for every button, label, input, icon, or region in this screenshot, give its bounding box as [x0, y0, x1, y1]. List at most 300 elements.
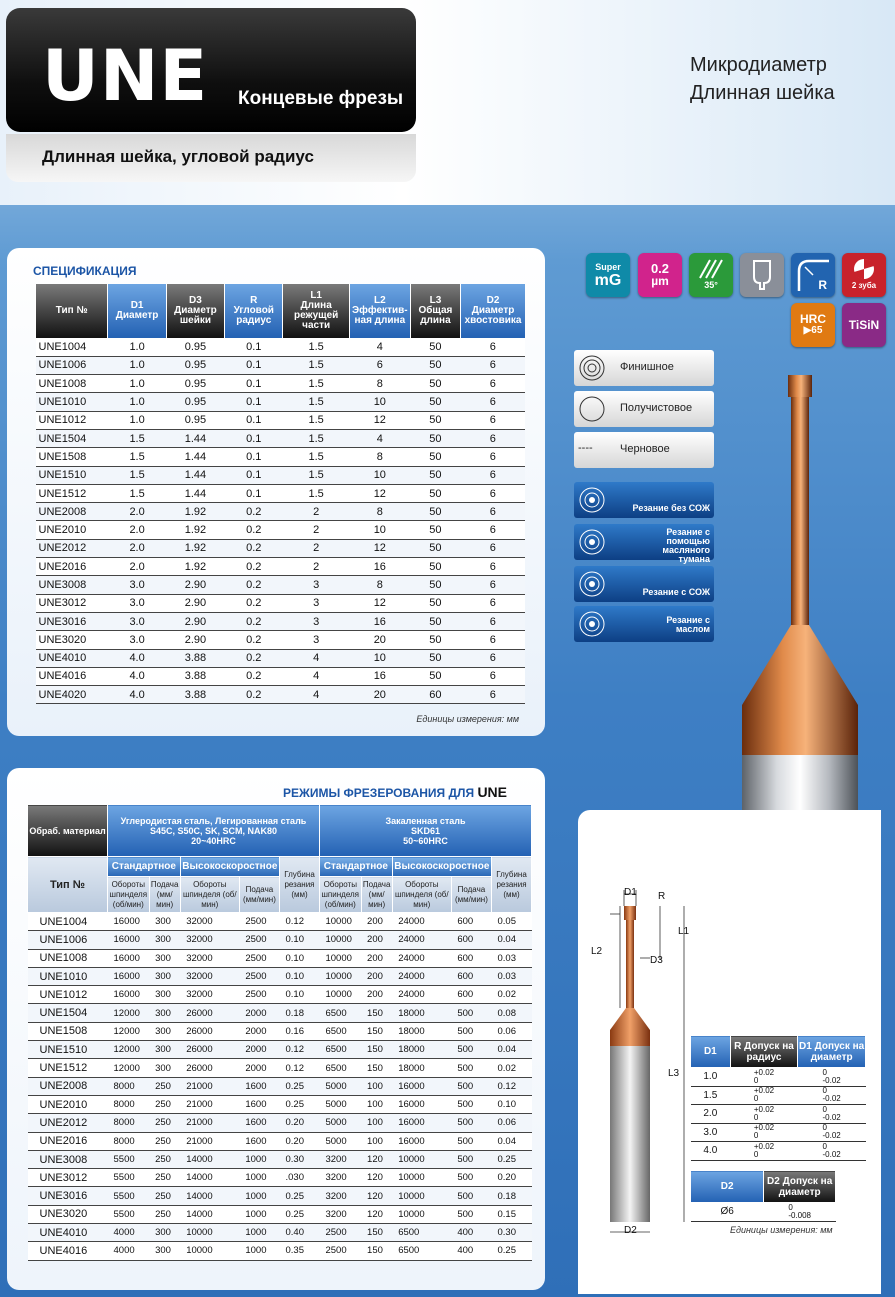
spec-cell: UNE1504: [36, 429, 108, 447]
spec-cell: 6: [461, 667, 525, 685]
spec-cell: 8: [349, 448, 410, 466]
spec-cell: 0.1: [225, 466, 283, 484]
dim-r: R: [658, 891, 666, 902]
tol-radius-lower: 0: [753, 1075, 759, 1085]
spec-row: [36, 521, 526, 539]
modes-g2-high-speed: Высокоскоростное: [392, 857, 491, 877]
cutting-tip: [788, 375, 812, 397]
spec-cell: 6: [461, 429, 525, 447]
modes-cell: 1600: [239, 1095, 279, 1113]
spec-cell: 1.92: [166, 503, 224, 521]
spec-header-r: [225, 284, 283, 338]
spec-cell: 6: [461, 411, 525, 429]
spec-cell: UNE2010: [36, 521, 108, 539]
spec-cell: 0.2: [225, 539, 283, 557]
spec-cell: 2.90: [166, 612, 224, 630]
modes-cell: 1000: [239, 1242, 279, 1260]
spec-cell: UNE4016: [36, 667, 108, 685]
modes-cell: 1600: [239, 1132, 279, 1150]
modes-cell: 2500: [319, 1242, 361, 1260]
spec-cell: 50: [410, 393, 460, 411]
modes-cell: UNE1512: [28, 1059, 108, 1077]
modes-g1-standard: Стандартное: [108, 857, 181, 877]
modes-cell: 250: [149, 1205, 180, 1223]
modes-row: [28, 931, 532, 949]
spec-cell: UNE2008: [36, 503, 108, 521]
modes-cell: 21000: [180, 1077, 239, 1095]
spec-cell: 50: [410, 539, 460, 557]
spec-cell: 0.2: [225, 503, 283, 521]
modes-cell: UNE3012: [28, 1169, 108, 1187]
grain-size-icon: [638, 253, 682, 297]
finishing-icon: [578, 354, 606, 382]
spec-cell: 1.5: [283, 375, 349, 393]
tol-radius: [730, 1123, 798, 1142]
modes-cell: 600: [451, 931, 491, 949]
radius-diameter-tolerance-table: [690, 1035, 866, 1161]
modes-cell: 0.18: [492, 1187, 532, 1205]
spec-cell: 10: [349, 466, 410, 484]
spec-cell: UNE3016: [36, 612, 108, 630]
modes-cell: 500: [451, 1041, 491, 1059]
modes-cell: 500: [451, 1059, 491, 1077]
modes-row: [28, 1041, 532, 1059]
modes-cell: 0.25: [279, 1187, 319, 1205]
spec-cell: 0.2: [225, 612, 283, 630]
modes-cell: 10000: [319, 986, 361, 1004]
spec-cell: 16: [349, 558, 410, 576]
modes-group-carbon-steel: [108, 805, 320, 857]
modes-g2-std-feed: Подача (мм/мин): [361, 877, 392, 913]
spec-cell: UNE3012: [36, 594, 108, 612]
modes-cell: 8000: [108, 1132, 150, 1150]
hrc-label: HRC: [800, 312, 826, 326]
modes-cell: 200: [361, 931, 392, 949]
spec-cell: 2.0: [108, 558, 166, 576]
tol-row: [691, 1068, 866, 1087]
coated-shank-part: [742, 705, 858, 755]
modes-cell: 500: [451, 1022, 491, 1040]
spec-row: [36, 466, 526, 484]
modes-cell: 2500: [319, 1224, 361, 1242]
spec-cell: UNE4020: [36, 686, 108, 704]
modes-cell: 6500: [392, 1224, 451, 1242]
spec-cell: 6: [461, 594, 525, 612]
dim-d2: D2: [624, 1225, 637, 1236]
modes-cell: 24000: [392, 967, 451, 985]
spec-cell: 0.1: [225, 484, 283, 502]
tol-diameter: [798, 1123, 866, 1142]
spec-cell: 1.92: [166, 539, 224, 557]
modes-cell: 250: [149, 1169, 180, 1187]
spec-cell: 8: [349, 503, 410, 521]
tol-d1: 1.5: [691, 1086, 731, 1105]
modes-cell: 0.10: [492, 1095, 532, 1113]
modes-g1-hs-rpm: Обороты шпинделя (об/мин): [180, 877, 239, 913]
modes-cell: 24000: [392, 913, 451, 931]
spec-cell: 50: [410, 649, 460, 667]
spec-cell: 3.88: [166, 667, 224, 685]
spec-cell: 50: [410, 612, 460, 630]
modes-cell: 600: [451, 913, 491, 931]
modes-cell: 21000: [180, 1114, 239, 1132]
modes-type-header: Тип №: [28, 857, 108, 913]
modes-cell: 18000: [392, 1041, 451, 1059]
modes-cell: 2000: [239, 1004, 279, 1022]
spec-cell: 6: [461, 649, 525, 667]
modes-cell: 0.05: [492, 913, 532, 931]
spec-cell: 50: [410, 594, 460, 612]
group2-line1: Закаленная сталь: [385, 815, 466, 826]
modes-cell: 32000: [180, 949, 239, 967]
spec-cell: 0.1: [225, 338, 283, 356]
spec-header-row: [36, 284, 526, 338]
spec-cell: 0.1: [225, 393, 283, 411]
modes-cell: 300: [149, 913, 180, 931]
legend-semi-label: Получистовое: [620, 402, 693, 414]
tol-radius-upper: +0.02: [753, 1086, 775, 1096]
modes-cell: 250: [149, 1114, 180, 1132]
spec-header-l1-label: Длина режущей части: [293, 300, 339, 331]
modes-cell: 1000: [239, 1187, 279, 1205]
modes-cell: 300: [149, 986, 180, 1004]
spec-cell: 2: [283, 539, 349, 557]
modes-cell: 0.25: [279, 1077, 319, 1095]
modes-cell: 14000: [180, 1150, 239, 1168]
tool-dimension-drawing: [580, 880, 690, 1242]
product-category: Концевые фрезы: [238, 88, 404, 109]
spec-cell: 2: [283, 521, 349, 539]
dim-l2: L2: [591, 946, 603, 957]
modes-cell: 16000: [108, 949, 150, 967]
modes-row: [28, 949, 532, 967]
spec-header-d1-symbol: D1: [130, 300, 144, 311]
two-flutes-icon: [842, 253, 886, 297]
modes-cell: 0.16: [279, 1022, 319, 1040]
modes-cell: 21000: [180, 1132, 239, 1150]
modes-cell: 1000: [239, 1224, 279, 1242]
spec-cell: 10: [349, 521, 410, 539]
modes-cell: 150: [361, 1242, 392, 1260]
modes-cell: 0.18: [279, 1004, 319, 1022]
modes-cell: 14000: [180, 1187, 239, 1205]
legend-mist-cutting: [574, 524, 714, 564]
modes-cell: 400: [451, 1242, 491, 1260]
spec-header-d2-symbol: D2: [486, 295, 500, 306]
modes-g2-hs-rpm: Обороты шпинделя (об/мин): [392, 877, 451, 913]
spec-units: Единицы измерения: мм: [416, 714, 519, 724]
spec-cell: 0.2: [225, 594, 283, 612]
modes-cell: 2500: [239, 913, 279, 931]
modes-cell: UNE1508: [28, 1022, 108, 1040]
modes-cell: 0.10: [279, 931, 319, 949]
spec-header-l2-symbol: L2: [373, 295, 386, 306]
tol-radius: [730, 1105, 798, 1124]
spec-cell: 3.0: [108, 612, 166, 630]
spec-cell: 1.92: [166, 558, 224, 576]
tol-diameter-lower: -0.02: [822, 1112, 841, 1122]
grain-size-value: 0.2: [650, 261, 670, 276]
modes-title: [283, 784, 507, 800]
spec-cell: UNE1510: [36, 466, 108, 484]
spec-cell: 0.2: [225, 558, 283, 576]
spec-row: [36, 667, 526, 685]
tol-diameter-lower: -0.02: [822, 1131, 841, 1141]
modes-cell: 250: [149, 1095, 180, 1113]
modes-cell: 400: [451, 1224, 491, 1242]
tol-diameter-lower: -0.02: [822, 1149, 841, 1159]
tol-d1: 4.0: [691, 1142, 731, 1161]
modes-cell: 120: [361, 1169, 392, 1187]
spec-cell: 50: [410, 558, 460, 576]
modes-cell: 0.10: [279, 986, 319, 1004]
tagline: Длинная шейка, угловой радиус: [42, 147, 314, 166]
spec-cell: 1.44: [166, 448, 224, 466]
spec-row: [36, 448, 526, 466]
spec-row: [36, 429, 526, 447]
spec-cell: 50: [410, 375, 460, 393]
spec-header-type: Тип №: [36, 284, 108, 338]
feature-micro-diameter: Микродиаметр: [690, 54, 827, 76]
modes-cell: UNE4016: [28, 1242, 108, 1260]
tol-radius-upper: +0.02: [753, 1123, 775, 1133]
spec-cell: 4: [283, 667, 349, 685]
spec-cell: 10: [349, 393, 410, 411]
spec-header-l1: [283, 284, 349, 338]
spec-cell: 50: [410, 521, 460, 539]
modes-cell: UNE1504: [28, 1004, 108, 1022]
modes-cell: UNE4010: [28, 1224, 108, 1242]
spec-cell: 6: [461, 484, 525, 502]
modes-cell: 16000: [108, 967, 150, 985]
spec-cell: 6: [461, 375, 525, 393]
modes-cell: 0.12: [492, 1077, 532, 1095]
modes-cell: UNE2008: [28, 1077, 108, 1095]
modes-cell: 100: [361, 1132, 392, 1150]
modes-cell: 10000: [392, 1150, 451, 1168]
tol-radius-upper: +0.02: [753, 1067, 775, 1077]
spec-cell: 0.2: [225, 576, 283, 594]
spec-cell: 1.5: [108, 448, 166, 466]
spec-cell: 50: [410, 411, 460, 429]
modes-cell: 10000: [319, 931, 361, 949]
modes-cell: 18000: [392, 1059, 451, 1077]
modes-row: [28, 986, 532, 1004]
modes-cell: 24000: [392, 949, 451, 967]
tol-row: [691, 1105, 866, 1124]
spec-cell: 6: [461, 466, 525, 484]
modes-cell: 0.15: [492, 1205, 532, 1223]
spec-cell: 50: [410, 429, 460, 447]
spec-cell: 1.0: [108, 338, 166, 356]
modes-cell: 16000: [108, 913, 150, 931]
spec-cell: 0.1: [225, 411, 283, 429]
tol-header-r: R Допуск на радиус: [730, 1036, 798, 1068]
spec-cell: 4: [283, 686, 349, 704]
modes-cell: UNE2012: [28, 1114, 108, 1132]
spec-cell: 4: [283, 649, 349, 667]
modes-cell: 3200: [319, 1150, 361, 1168]
modes-cell: 600: [451, 967, 491, 985]
spec-cell: 3.0: [108, 576, 166, 594]
super-mg-icon-bottom: mG: [594, 272, 622, 289]
modes-cell: 10000: [319, 949, 361, 967]
modes-row: [28, 913, 532, 931]
modes-cell: 4000: [108, 1224, 150, 1242]
modes-cell: 2500: [239, 931, 279, 949]
spec-cell: 1.5: [283, 466, 349, 484]
spec-cell: 50: [410, 631, 460, 649]
modes-cell: 150: [361, 1059, 392, 1077]
spec-cell: 20: [349, 686, 410, 704]
modes-cell: 0.10: [279, 967, 319, 985]
spec-row: [36, 411, 526, 429]
spec-body: [36, 338, 526, 704]
tol2-header-d2: D2: [691, 1171, 764, 1203]
modes-cell: 0.06: [492, 1114, 532, 1132]
group1-line2: S45C, S50C, SK, SCM, NAK80: [149, 825, 278, 836]
spec-cell: UNE1006: [36, 356, 108, 374]
spec-cell: 2.0: [108, 503, 166, 521]
spec-cell: 6: [461, 393, 525, 411]
modes-cell: 200: [361, 986, 392, 1004]
modes-cell: 0.02: [492, 1059, 532, 1077]
modes-cell: 500: [451, 1095, 491, 1113]
spec-row: [36, 631, 526, 649]
spec-cell: 3.88: [166, 686, 224, 704]
modes-cell: 150: [361, 1004, 392, 1022]
modes-cell: UNE1012: [28, 986, 108, 1004]
modes-cell: 26000: [180, 1041, 239, 1059]
modes-cell: 16000: [392, 1077, 451, 1095]
spec-cell: 0.95: [166, 393, 224, 411]
tol2-d2-value: Ø6: [691, 1203, 764, 1222]
spec-cell: 3: [283, 576, 349, 594]
spec-cell: 1.0: [108, 375, 166, 393]
spec-cell: UNE2016: [36, 558, 108, 576]
spec-row: [36, 649, 526, 667]
tol2-lower: -0.008: [788, 1210, 811, 1220]
tol-radius-lower: 0: [753, 1149, 759, 1159]
helix-angle-icon: [689, 253, 733, 297]
spec-cell: UNE1508: [36, 448, 108, 466]
modes-cell: 2500: [239, 986, 279, 1004]
spec-row: [36, 375, 526, 393]
modes-cell: 6500: [319, 1041, 361, 1059]
modes-row: [28, 1004, 532, 1022]
modes-cell: 100: [361, 1114, 392, 1132]
tol2-row: [691, 1203, 836, 1222]
modes-cell: 5000: [319, 1095, 361, 1113]
modes-cell: 300: [149, 1224, 180, 1242]
modes-cell: 5000: [319, 1114, 361, 1132]
spec-cell: 3: [283, 594, 349, 612]
modes-cell: 18000: [392, 1004, 451, 1022]
spec-cell: UNE1004: [36, 338, 108, 356]
modes-cell: 6500: [392, 1242, 451, 1260]
tol-row: [691, 1142, 866, 1161]
modes-cell: 0.03: [492, 967, 532, 985]
modes-cell: 21000: [180, 1095, 239, 1113]
modes-cell: 1000: [239, 1205, 279, 1223]
modes-cell: 0.12: [279, 1041, 319, 1059]
spec-cell: 1.5: [283, 411, 349, 429]
modes-row: [28, 1059, 532, 1077]
modes-g2-hs-feed: Подача (мм/мин): [451, 877, 491, 913]
spec-cell: 0.2: [225, 667, 283, 685]
modes-cell: 250: [149, 1132, 180, 1150]
corner-radius-icon: [791, 253, 835, 297]
modes-row: [28, 1169, 532, 1187]
modes-row: [28, 1022, 532, 1040]
tol2-header-d2tol: D2 Допуск на диаметр: [764, 1171, 836, 1203]
modes-cell: UNE1006: [28, 931, 108, 949]
modes-cell: 0.10: [279, 949, 319, 967]
legend-mist-label: Резание с помощью масляного тумана: [662, 527, 710, 564]
super-mg-icon-top: Super: [595, 262, 621, 272]
modes-cell: UNE3020: [28, 1205, 108, 1223]
modes-cell: 3200: [319, 1169, 361, 1187]
modes-cell: 5000: [319, 1132, 361, 1150]
spec-cell: 16: [349, 612, 410, 630]
spec-cell: 0.2: [225, 686, 283, 704]
spec-header-r-label: Угловой радиус: [233, 305, 274, 326]
spec-cell: 6: [461, 539, 525, 557]
modes-cell: 300: [149, 1242, 180, 1260]
spec-row: [36, 393, 526, 411]
legend-oil-cutting: [574, 606, 714, 642]
modes-cell: 16000: [108, 931, 150, 949]
tol-header-d1: D1: [691, 1036, 731, 1068]
modes-cell: 0.30: [492, 1224, 532, 1242]
helix-lines-icon: [698, 259, 724, 279]
modes-cell: 10000: [392, 1187, 451, 1205]
modes-cell: 12000: [108, 1022, 150, 1040]
spec-row: [36, 686, 526, 704]
spec-row: [36, 539, 526, 557]
legend-finishing: [574, 350, 714, 386]
modes-row: [28, 967, 532, 985]
tol-row: [691, 1123, 866, 1142]
spec-cell: 6: [461, 448, 525, 466]
modes-cell: 8000: [108, 1077, 150, 1095]
spec-header-d1-label: Диаметр: [115, 310, 159, 321]
modes-cell: 120: [361, 1205, 392, 1223]
spec-row: [36, 484, 526, 502]
spec-cell: 1.5: [283, 484, 349, 502]
modes-cell: 24000: [392, 986, 451, 1004]
spec-header-r-symbol: R: [250, 295, 258, 306]
modes-cell: 0.25: [279, 1205, 319, 1223]
modes-cell: 120: [361, 1150, 392, 1168]
tol-diameter: [798, 1105, 866, 1124]
two-flutes-label: 2 зуба: [851, 281, 877, 290]
modes-cell: UNE1008: [28, 949, 108, 967]
modes-cell: 14000: [180, 1205, 239, 1223]
spec-cell: 4.0: [108, 667, 166, 685]
modes-cell: 200: [361, 949, 392, 967]
spec-cell: 1.5: [283, 356, 349, 374]
modes-cell: UNE3016: [28, 1187, 108, 1205]
modes-cell: 10000: [392, 1169, 451, 1187]
modes-cell: UNE3008: [28, 1150, 108, 1168]
spec-cell: 4: [349, 429, 410, 447]
modes-cell: 500: [451, 1169, 491, 1187]
modes-cell: 1600: [239, 1114, 279, 1132]
modes-cell: 0.12: [279, 1059, 319, 1077]
modes-cell: 500: [451, 1150, 491, 1168]
spec-cell: UNE1012: [36, 411, 108, 429]
